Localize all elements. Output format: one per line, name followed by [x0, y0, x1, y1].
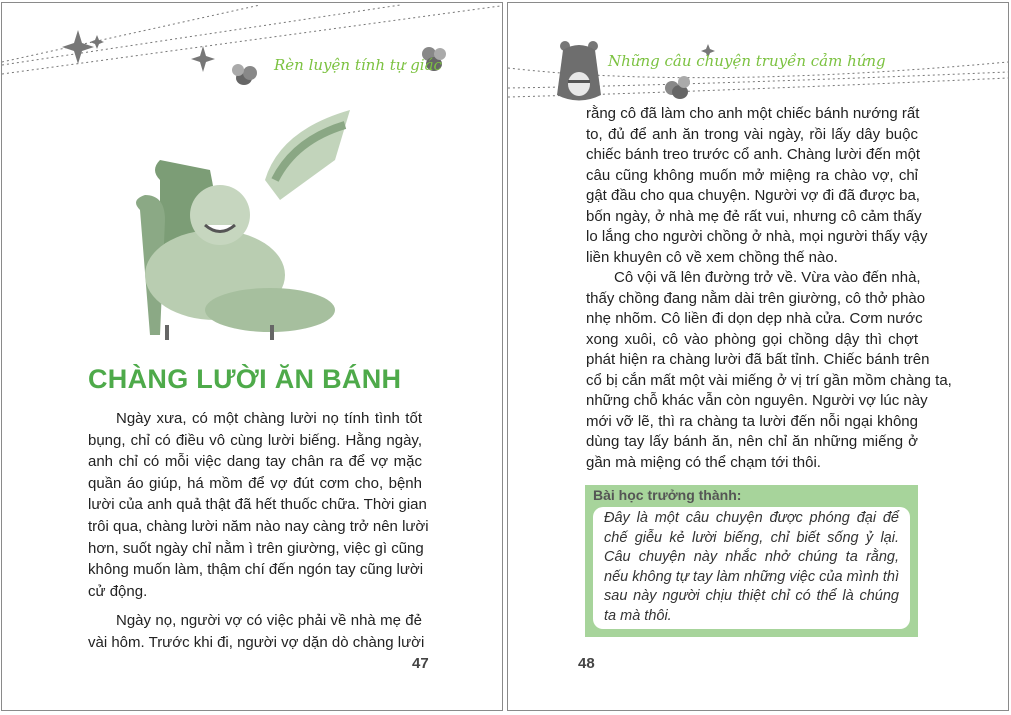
text-line: quần áo giúp, há mồm để vợ đút cơm cho, bệnh: [88, 474, 422, 492]
chapter-header: Những câu chuyện truyền cảm hứng: [608, 52, 886, 70]
bee-icon: [660, 72, 696, 102]
lesson-line: Câu chuyện này nhắc nhở chúng ta rằng,: [604, 549, 899, 565]
lazy-man-illustration: [120, 100, 350, 345]
text-line: hơn, suốt ngày chỉ nằm ì trên giường, việc gì cũng: [88, 539, 424, 557]
lesson-line: sau này người chịu thiệt chỉ có thể là chúng: [604, 588, 899, 604]
left-body-text: [88, 408, 429, 654]
text-line: bốn ngày, ở nhà mẹ đẻ rất vui, nhưng cô cảm thấy: [586, 207, 922, 225]
lesson-line: nếu không tự tay làm những việc của mình thì: [604, 568, 899, 585]
text-line: anh chỉ có mỗi việc dang tay chân ra để vợ mặc: [88, 453, 422, 471]
lesson-line: chế giễu kẻ lười biếng, chỉ biết sống ỷ lại.: [604, 529, 899, 546]
text-line: lo lắng cho người chồng ở nhà, mọi người thấy vậy: [586, 228, 928, 245]
lesson-line: ta mà thôi.: [604, 607, 672, 624]
lesson-text: [593, 507, 910, 629]
page-number: 47: [412, 655, 429, 672]
text-line: phát hiện ra chàng lười đã bất tỉnh. Chiếc bánh trên: [586, 351, 930, 368]
text-line: Cô vội vã lên đường trở về. Vừa vào đến nhà,: [614, 269, 921, 286]
bee-icon: [228, 60, 264, 92]
page-number: 48: [578, 655, 595, 672]
text-line: câu cũng không muốn mở miệng ra chào vợ, chỉ: [586, 166, 918, 184]
text-line: vài hôm. Trước khi đi, người vợ dặn dò chàng lười: [88, 633, 425, 651]
text-line: trôi qua, chàng lười năm nào nay càng trở nên lười: [88, 517, 429, 535]
text-line: rằng cô đã làm cho anh một chiếc bánh nướng rất: [586, 105, 920, 122]
text-line: dùng tay lấy bánh ăn, nên chỉ ăn những miếng ở: [586, 433, 918, 450]
text-line: nhẹ nhõm. Cô liền đi dọn dẹp nhà cửa. Cơm nước: [586, 310, 923, 327]
text-line: chiếc bánh treo trước cổ anh. Chàng lười đến một: [586, 146, 921, 163]
text-line: bụng, chỉ có điều vô cùng lười biếng. Hằng ngày,: [88, 431, 422, 449]
text-line: những chỗ khác vẫn còn nguyên. Người vợ lúc này: [586, 392, 928, 409]
right-body-text: [586, 104, 952, 473]
lesson-label: Bài học trưởng thành:: [593, 487, 742, 503]
text-line: liền khuyên cô về xem chồng thế nào.: [586, 248, 838, 266]
text-line: không muốn làm, thậm chí đến ngón tay cũng lười: [88, 561, 424, 579]
text-line: thấy chồng đang nằm dài trên giường, cô thở phào: [586, 289, 926, 307]
bear-icon: [555, 40, 605, 102]
text-line: Ngày nọ, người vợ có việc phải về nhà mẹ đẻ: [116, 612, 422, 630]
lesson-box: [585, 485, 918, 637]
text-line: gật đầu cho qua chuyện. Người vợ đi đã được ba,: [586, 187, 920, 204]
chapter-header: Rèn luyện tính tự giác: [274, 56, 442, 74]
text-line: mới vỡ lẽ, thì ra chàng ta lười đến nỗi ngại không: [586, 412, 918, 430]
text-line: cử động.: [88, 582, 148, 600]
story-title: CHÀNG LƯỜI ĂN BÁNH: [88, 364, 402, 394]
text-line: gần mà miệng có thể chạm tới thôi.: [586, 453, 821, 471]
text-line: xong xuôi, cô vào phòng gọi chồng dậy thì chợt: [586, 330, 918, 348]
text-line: cổ bị cắn mất một vài miếng ở vị trí gần mồm chàng ta,: [586, 371, 952, 389]
text-line: to, đủ để anh ăn trong vài ngày, rồi lấy dây buộc: [586, 125, 918, 143]
lesson-line: Đây là một câu chuyện được phóng đại để: [604, 510, 899, 526]
text-line: Ngày xưa, có một chàng lười nọ tính tình tốt: [116, 410, 422, 427]
text-line: lười của anh quả thật đã hết thuốc chữa. Thời gian: [88, 496, 427, 514]
